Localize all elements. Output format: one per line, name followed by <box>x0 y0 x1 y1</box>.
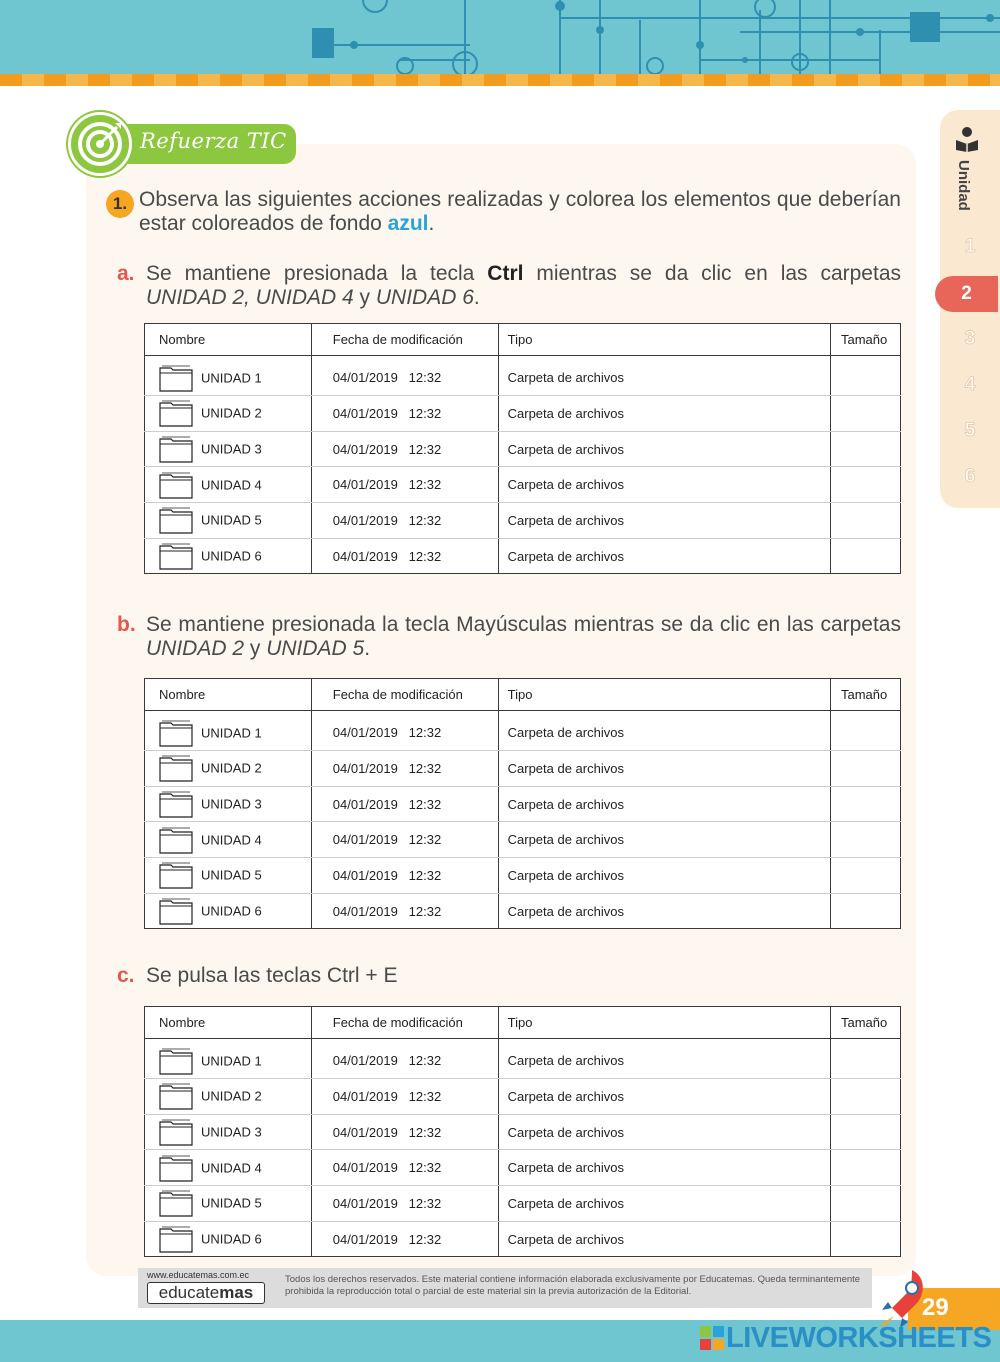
file-type: Carpeta de archivos <box>498 858 830 894</box>
part-a-letter: a. <box>117 262 135 285</box>
file-name: UNIDAD 5 <box>201 512 262 528</box>
file-size <box>831 1114 901 1150</box>
liveworksheets-watermark: LIVEWORKSHEETS <box>700 1322 991 1355</box>
file-type: Carpeta de archivos <box>498 1039 830 1079</box>
table-row[interactable] <box>145 893 901 929</box>
folder-icon <box>159 1047 193 1075</box>
file-date: 04/01/2019 12:32 <box>311 711 498 751</box>
file-type: Carpeta de archivos <box>498 538 830 574</box>
folder-icon <box>159 1225 193 1253</box>
circuit-decoration <box>0 0 1000 76</box>
table-row[interactable] <box>145 1186 901 1222</box>
file-type: Carpeta de archivos <box>498 1114 830 1150</box>
question-text: Observa las siguientes acciones realizadas y colorea los elementos que deberían estar coloreados de fondo azul. <box>139 188 901 235</box>
liveworksheets-logo-icon <box>700 1326 724 1350</box>
folder-icon <box>159 542 193 570</box>
file-type: Carpeta de archivos <box>498 751 830 787</box>
footer-legal-text: Todos los derechos reservados. Este material contiene información elaborada exclusivamente por Educatemas. Queda terminantemente prohibida la reproducción total o parcial de este material sin la previa autorización de la Editorial. <box>285 1274 861 1297</box>
file-name: UNIDAD 3 <box>201 441 262 457</box>
file-name: UNIDAD 1 <box>201 370 262 385</box>
file-name-cell[interactable] <box>145 1150 312 1186</box>
file-name-cell[interactable] <box>145 786 312 822</box>
file-name: UNIDAD 6 <box>201 548 262 564</box>
file-name-cell[interactable] <box>145 396 312 432</box>
file-size <box>831 711 901 751</box>
unit-5-tab[interactable]: 5 <box>964 420 976 441</box>
file-name-cell[interactable] <box>145 1039 312 1079</box>
file-name-cell[interactable] <box>145 1079 312 1115</box>
file-size <box>831 858 901 894</box>
file-size <box>831 356 901 396</box>
reader-icon <box>954 126 980 152</box>
folder-icon <box>159 364 193 392</box>
file-name-cell[interactable] <box>145 751 312 787</box>
folder-icon <box>159 399 193 427</box>
table-row[interactable] <box>145 1150 901 1186</box>
folder-icon <box>159 790 193 818</box>
unit-1-tab[interactable]: 1 <box>964 236 976 257</box>
header-tamano[interactable]: Tamaño <box>831 324 901 356</box>
header-nombre[interactable]: Nombre <box>145 1007 312 1039</box>
header-tamano[interactable]: Tamaño <box>831 679 901 711</box>
file-name: UNIDAD 2 <box>201 760 262 776</box>
file-size <box>831 751 901 787</box>
folder-icon <box>159 861 193 889</box>
file-name-cell[interactable] <box>145 858 312 894</box>
part-c-letter: c. <box>117 964 135 987</box>
file-size <box>831 431 901 467</box>
target-icon <box>68 112 132 176</box>
file-name-cell[interactable] <box>145 356 312 396</box>
file-date: 04/01/2019 12:32 <box>311 538 498 574</box>
file-size <box>831 1186 901 1222</box>
file-date: 04/01/2019 12:32 <box>311 431 498 467</box>
file-type: Carpeta de archivos <box>498 1079 830 1115</box>
table-row[interactable] <box>145 356 901 396</box>
file-name: UNIDAD 1 <box>201 1053 262 1068</box>
table-row[interactable] <box>145 858 901 894</box>
file-type: Carpeta de archivos <box>498 893 830 929</box>
part-b-letter: b. <box>117 613 136 636</box>
file-name-cell[interactable] <box>145 1221 312 1257</box>
file-date: 04/01/2019 12:32 <box>311 822 498 858</box>
file-date: 04/01/2019 12:32 <box>311 1150 498 1186</box>
question-number: 1. <box>106 190 134 218</box>
file-date: 04/01/2019 12:32 <box>311 1114 498 1150</box>
header-nombre[interactable]: Nombre <box>145 324 312 356</box>
file-name: UNIDAD 2 <box>201 405 262 421</box>
file-date: 04/01/2019 12:32 <box>311 858 498 894</box>
unit-label: Unidad <box>955 160 972 211</box>
file-type: Carpeta de archivos <box>498 503 830 539</box>
file-name-cell[interactable] <box>145 822 312 858</box>
file-type: Carpeta de archivos <box>498 356 830 396</box>
folder-icon <box>159 897 193 925</box>
header-tipo[interactable]: Tipo <box>498 679 830 711</box>
file-name-cell[interactable] <box>145 711 312 751</box>
header-fecha[interactable]: Fecha de modificación <box>311 1007 498 1039</box>
table-header <box>145 1007 901 1039</box>
file-date: 04/01/2019 12:32 <box>311 356 498 396</box>
table-row[interactable] <box>145 396 901 432</box>
file-size <box>831 893 901 929</box>
part-a-text: Se mantiene presionada la tecla Ctrl mientras se da clic en las carpetas UNIDAD 2, UNIDAD 4 y UNIDAD 6. <box>146 262 901 309</box>
file-date: 04/01/2019 12:32 <box>311 467 498 503</box>
table-row[interactable] <box>145 711 901 751</box>
header-stripe <box>0 74 1000 86</box>
file-date: 04/01/2019 12:32 <box>311 786 498 822</box>
file-date: 04/01/2019 12:32 <box>311 1186 498 1222</box>
file-name: UNIDAD 6 <box>201 1231 262 1247</box>
file-date: 04/01/2019 12:32 <box>311 1039 498 1079</box>
file-date: 04/01/2019 12:32 <box>311 1221 498 1257</box>
header-tipo[interactable]: Tipo <box>498 324 830 356</box>
part-c-text: Se pulsa las teclas Ctrl + E <box>146 964 398 987</box>
unit-3-tab[interactable]: 3 <box>964 328 976 349</box>
folder-icon <box>159 1082 193 1110</box>
folder-icon <box>159 1189 193 1217</box>
file-name-cell[interactable] <box>145 893 312 929</box>
file-name: UNIDAD 4 <box>201 832 262 848</box>
file-type: Carpeta de archivos <box>498 1186 830 1222</box>
table-row[interactable] <box>145 538 901 574</box>
file-type: Carpeta de archivos <box>498 786 830 822</box>
file-name: UNIDAD 6 <box>201 903 262 919</box>
table-row[interactable] <box>145 1221 901 1257</box>
file-date: 04/01/2019 12:32 <box>311 893 498 929</box>
unit-6-tab[interactable]: 6 <box>964 466 976 487</box>
folder-icon <box>159 1154 193 1182</box>
highlight-azul: azul <box>387 212 429 235</box>
table-row[interactable] <box>145 431 901 467</box>
file-name-cell[interactable] <box>145 503 312 539</box>
file-table-c <box>144 1006 901 1257</box>
file-size <box>831 1221 901 1257</box>
header-nombre[interactable]: Nombre <box>145 679 312 711</box>
folder-icon <box>159 471 193 499</box>
question-1 <box>106 188 901 236</box>
unit-2-tab[interactable]: 2 <box>935 276 998 312</box>
file-type: Carpeta de archivos <box>498 396 830 432</box>
file-name: UNIDAD 4 <box>201 1160 262 1176</box>
part-a <box>117 262 901 310</box>
file-type: Carpeta de archivos <box>498 822 830 858</box>
file-name-cell[interactable] <box>145 467 312 503</box>
header-tamano[interactable]: Tamaño <box>831 1007 901 1039</box>
file-date: 04/01/2019 12:32 <box>311 1079 498 1115</box>
folder-icon <box>159 1118 193 1146</box>
unit-4-tab[interactable]: 4 <box>964 374 976 395</box>
header-fecha[interactable]: Fecha de modificación <box>311 679 498 711</box>
educatemas-logo: educatemas <box>147 1282 265 1304</box>
refuerza-tic-badge <box>68 112 298 176</box>
file-name: UNIDAD 5 <box>201 1195 262 1211</box>
footer-url: www.educatemas.com.ec <box>147 1270 250 1280</box>
file-name: UNIDAD 5 <box>201 867 262 883</box>
header-fecha[interactable]: Fecha de modificación <box>311 324 498 356</box>
file-name-cell[interactable] <box>145 538 312 574</box>
part-b-text: Se mantiene presionada la tecla Mayúsculas mientras se da clic en las carpetas UNIDAD 2 y UNIDAD 5. <box>146 613 901 660</box>
folder-icon <box>159 826 193 854</box>
file-type: Carpeta de archivos <box>498 467 830 503</box>
table-row[interactable] <box>145 1079 901 1115</box>
file-size <box>831 1150 901 1186</box>
page-number: 29 <box>922 1294 949 1321</box>
file-table-a <box>144 323 901 574</box>
folder-icon <box>159 506 193 534</box>
table-row[interactable] <box>145 467 901 503</box>
file-date: 04/01/2019 12:32 <box>311 396 498 432</box>
table-header <box>145 324 901 356</box>
file-type: Carpeta de archivos <box>498 1221 830 1257</box>
file-size <box>831 503 901 539</box>
file-table-b <box>144 678 901 929</box>
table-row[interactable] <box>145 786 901 822</box>
file-name-cell[interactable] <box>145 1186 312 1222</box>
file-name: UNIDAD 1 <box>201 725 262 740</box>
file-type: Carpeta de archivos <box>498 1150 830 1186</box>
badge-label: Refuerza TIC <box>140 129 287 153</box>
table-header <box>145 679 901 711</box>
header-banner <box>0 0 1000 76</box>
file-type: Carpeta de archivos <box>498 711 830 751</box>
file-name-cell[interactable] <box>145 431 312 467</box>
header-tipo[interactable]: Tipo <box>498 1007 830 1039</box>
file-size <box>831 396 901 432</box>
part-b <box>117 613 901 661</box>
file-type: Carpeta de archivos <box>498 431 830 467</box>
folder-icon <box>159 435 193 463</box>
file-size <box>831 822 901 858</box>
table-row[interactable] <box>145 751 901 787</box>
file-name: UNIDAD 2 <box>201 1088 262 1104</box>
file-size <box>831 538 901 574</box>
file-date: 04/01/2019 12:32 <box>311 751 498 787</box>
part-c <box>117 964 901 988</box>
folder-icon <box>159 754 193 782</box>
file-size <box>831 467 901 503</box>
table-row[interactable] <box>145 1039 901 1079</box>
file-name-cell[interactable] <box>145 1114 312 1150</box>
file-name: UNIDAD 3 <box>201 796 262 812</box>
file-name: UNIDAD 4 <box>201 477 262 493</box>
file-size <box>831 786 901 822</box>
folder-icon <box>159 719 193 747</box>
file-name: UNIDAD 3 <box>201 1124 262 1140</box>
table-row[interactable] <box>145 822 901 858</box>
file-size <box>831 1079 901 1115</box>
table-row[interactable] <box>145 1114 901 1150</box>
file-date: 04/01/2019 12:32 <box>311 503 498 539</box>
file-size <box>831 1039 901 1079</box>
table-row[interactable] <box>145 503 901 539</box>
